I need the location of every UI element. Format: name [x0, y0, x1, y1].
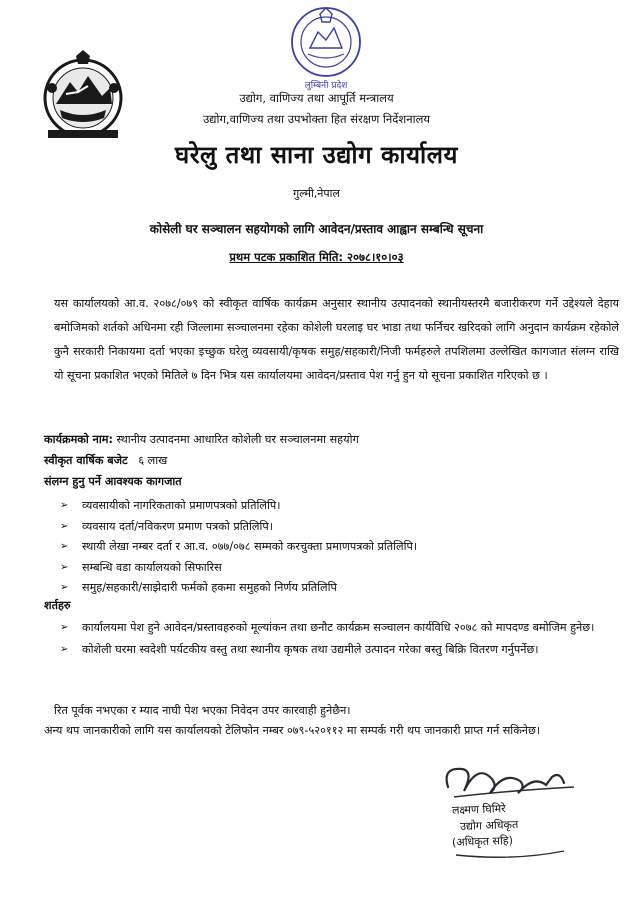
list-item: ➢ कार्यालयमा पेश हुने आवेदन/प्रस्तावहरुको मूल्यांकन तथा छनौट कार्यक्रम सञ्चालन कार्यविधि २०७८ को मापदण्ड बमोजिम हुनेछ।	[60, 618, 620, 638]
arrow-right-icon: ➢	[60, 561, 69, 573]
program-name-line	[44, 432, 359, 447]
conditions-list	[60, 618, 620, 662]
list-item: ➢ व्यवसायीको नागरिकताको प्रमाणपत्रको प्रतिलिपि।	[60, 496, 620, 517]
arrow-right-icon: ➢	[60, 644, 69, 655]
arrow-right-icon: ➢	[60, 520, 69, 532]
office-seal-stamp-icon	[280, 2, 372, 94]
conditions-heading: शर्तहरु	[44, 599, 71, 612]
closing-line-2: अन्य थप जानकारीको लागि यस कार्यालयको टेलिफोन नम्बर ०७९-५२०११२ मा सम्पर्क गरी थप जानकारी प्राप्त गर्न सकिनेछ।	[44, 724, 541, 737]
budget-label: स्वीकृत वार्षिक बजेट	[44, 454, 128, 467]
list-item: ➢ स्थायी लेखा नम्बर दर्ता र आ.व. ०७७/०७८ सम्मको करचुक्ता प्रमाणपत्रको प्रतिलिपि।	[60, 537, 620, 558]
arrow-right-icon: ➢	[60, 541, 69, 552]
budget-value: ६ लाख	[138, 454, 168, 467]
program-name-value: स्थानीय उत्पादनमा आधारित कोशेली घर सञ्चालनमा सहयोग	[116, 433, 359, 446]
department-name: उद्योग,वाणिज्य तथा उपभोक्ता हित संरक्षण निर्देशनालय	[202, 112, 431, 126]
arrow-right-icon: ➢	[60, 500, 69, 511]
list-item: ➢ व्यवसाय दर्ता/नविकरण प्रमाण पत्रको प्रतिलिपि।	[60, 517, 620, 538]
list-item: ➢ सम्बन्धि वडा कार्यालयको सिफारिस	[60, 558, 620, 579]
ministry-name: उद्योग, वाणिज्य तथा आपूर्ति मन्त्रालय	[239, 91, 394, 105]
documents-list	[60, 496, 620, 599]
documents-heading: संलग्न हुनु पर्ने आवश्यक कागजात	[44, 475, 182, 488]
notice-paragraph: यस कार्यालयको आ.व. २०७८/०७९ को स्वीकृत वार्षिक कार्यक्रम अनुसार स्थानीय उत्पादनको स्थानीयस्तरमै बजारीकरण गर्ने उद्देश्यले देहाय बमोजिमको शर्तको अधिनमा रही जिल्लामा सञ्चालनमा रहेका कोशेली घरलाइ घर भाडा तथा फर्निचर खरिदको लागि अनुदान कार्यक्रम रहेकोले कुनै सरकारी निकायमा दर्ता भएका इच्छुक घरेलु व्यवसायी/कृषक समुह/सहकारी/निजी फर्महरुले तपशिलमा उल्लेखित कागजात संलग्न राखि यो सूचना प्रकाशित भएको मितिले ७ दिन भित्र यस कार्यालयमा आवेदन/प्रस्ताव पेश गर्नु हुन यो सूचना प्रकाशित गरिएको छ ।	[54, 297, 619, 382]
office-title: घरेलु तथा साना उद्योग कार्यालय	[175, 141, 458, 169]
signatory-authority: (अधिकृत सहि)	[451, 833, 514, 850]
closing-line-1: रित पूर्वक नभएका र म्याद नाघी पेश भएका निवेदन उपर कारवाही हुनेछैन।	[54, 704, 351, 717]
list-item: ➢ कोशेली घरमा स्वदेशी पर्यटकीय वस्तु तथा स्थानीय कृषक तथा उद्यमीले उत्पादन गरेका बस्तु बिक्रि वितरण गर्नुपर्नेछ।	[60, 640, 620, 660]
signatory-title: उद्योग अधिकृत	[459, 817, 519, 834]
published-date: प्रथम पटक प्रकाशित मिति: २०७८।१०।०३	[229, 250, 404, 264]
arrow-right-icon: ➢	[60, 582, 69, 593]
program-name-label: कार्यक्रमको नाम:	[44, 433, 113, 446]
notice-title: कोसेली घर सञ्चालन सहयोगको लागि आवेदन/प्रस्ताव आह्वान सम्बन्धि सूचना	[149, 222, 484, 236]
list-item: ➢ समुह/सहकारी/साझेदारी फर्मको हकमा समुहको निर्णय प्रतिलिपि	[60, 578, 620, 599]
budget-line	[44, 453, 167, 468]
stamp-text: लुम्बिनी प्रदेश	[304, 81, 348, 91]
office-location: गुल्मी,नेपाल	[293, 187, 340, 200]
signatory-name: लक्ष्मण घिमिरे	[451, 802, 506, 817]
arrow-right-icon: ➢	[60, 622, 69, 633]
